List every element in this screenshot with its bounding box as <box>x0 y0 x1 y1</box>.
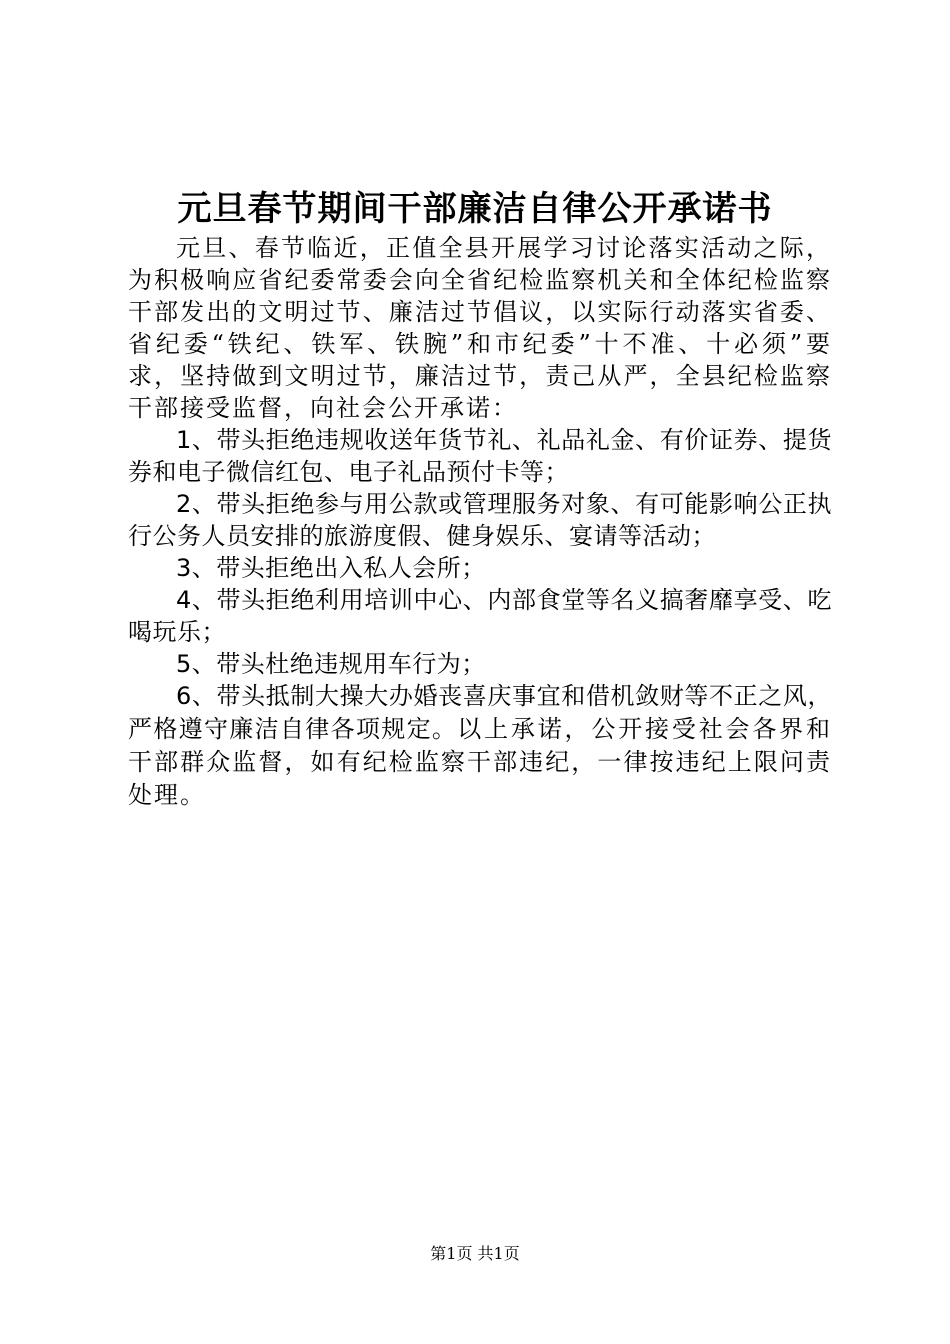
commitment-item-4: 4、带头拒绝利用培训中心、内部食堂等名义搞奢靡享受、吃喝玩乐； <box>128 586 832 646</box>
commitment-item-1: 1、带头拒绝违规收送年货节礼、礼品礼金、有价证券、提货券和电子微信红包、电子礼品预付卡等； <box>128 426 832 486</box>
commitment-item-6-text: 6、带头抵制大操大办婚丧喜庆事宜和借机敛财等不正之风，严格遵守廉洁自律各项规定。 <box>128 682 832 743</box>
document-title: 元旦春节期间干部廉洁自律公开承诺书 <box>177 189 773 229</box>
commitment-item-5: 5、带头杜绝违规用车行为； <box>176 650 486 678</box>
document-body <box>128 232 832 812</box>
intro-paragraph: 元旦、春节临近，正值全县开展学习讨论落实活动之际，为积极响应省纪委常委会向全省纪检监察机关和全体纪检监察干部发出的文明过节、廉洁过节倡议，以实际行动落实省委、省纪委“铁纪、铁军、铁腕”和市纪委”十不准、十必须”要求，坚持做到文明过节，廉洁过节，责己从严，全县纪检监察干部接受监督，向社会公开承诺： <box>128 234 832 422</box>
closing-statement: 以上承诺，公开接受社会各界和干部群众监督，如有纪检监察干部违纪，一律按违纪上限问责处理。 <box>128 715 832 809</box>
page-footer: 第1页 共1页 <box>430 1244 520 1263</box>
commitment-item-2: 2、带头拒绝参与用公款或管理服务对象、有可能影响公正执行公务人员安排的旅游度假、健身娱乐、宴请等活动； <box>128 490 832 550</box>
commitment-item-3: 3、带头拒绝出入私人会所； <box>176 554 486 582</box>
commitment-item-6 <box>128 680 832 812</box>
